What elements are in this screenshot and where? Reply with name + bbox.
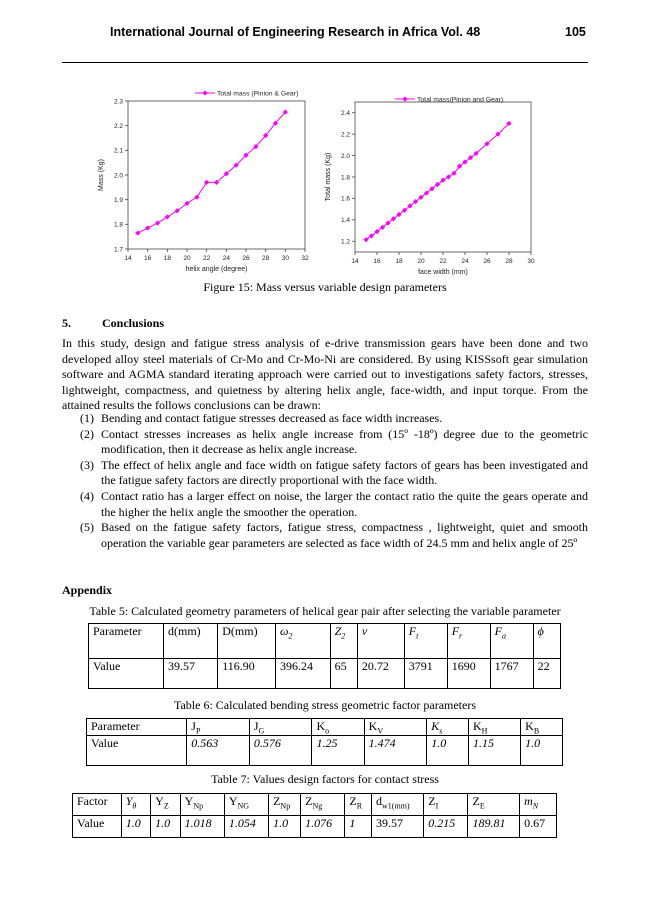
section-heading — [62, 316, 164, 331]
table-cell: 1.0 — [151, 816, 180, 838]
table-cell: 20.72 — [357, 659, 404, 689]
table-cell: 22 — [533, 659, 560, 689]
item-text: Based on the fatigue safety factors, fatigue stress, compactness , lightweight, quiet and smooth operation the variable gear parameters are selected as face width of 24.5 mm and helix angle of 25º — [101, 520, 588, 550]
data-point — [135, 230, 140, 235]
y-tick-label: 2.2 — [340, 131, 350, 139]
table-cell: 65 — [330, 659, 357, 689]
x-tick-label: 28 — [262, 255, 270, 262]
table-cell: 1.15 — [469, 736, 521, 766]
figure-caption: Figure 15: Mass versus variable design parameters — [203, 280, 447, 294]
chart-mass-vs-helix-angle — [100, 84, 325, 276]
x-tick-label: 22 — [439, 258, 447, 265]
table-header: D(mm) — [218, 624, 276, 659]
table7 — [72, 793, 557, 838]
item-text: The effect of helix angle and face width on fatigue safety factors of gears has been investigated and the fatigue safety factors are directly proportional with the face width. — [101, 457, 588, 488]
table-header: Factor — [73, 794, 122, 816]
data-point — [145, 225, 150, 230]
table-row — [89, 659, 561, 689]
x-tick-label: 24 — [222, 255, 230, 262]
journal-title: International Journal of Engineering Research in Africa Vol. 48 — [110, 25, 481, 39]
x-tick-label: 32 — [301, 255, 309, 262]
y-axis-label: Mass (Kg) — [98, 159, 105, 191]
table-header: $K_B$ — [521, 719, 563, 736]
table-header: d(mm) — [164, 624, 218, 659]
x-tick-label: 24 — [461, 258, 469, 265]
table-cell: 116.90 — [218, 659, 276, 689]
x-axis-label: helix angle (degree) — [185, 266, 248, 273]
x-tick-label: 22 — [203, 255, 211, 262]
appendix-heading: Appendix — [62, 583, 113, 597]
table-header: $d_{w1(mm)}$ — [372, 794, 424, 816]
x-tick-label: 18 — [395, 258, 403, 265]
y-tick-label: 1.4 — [340, 217, 350, 225]
legend-marker — [402, 96, 407, 101]
item-number: (5) — [80, 520, 94, 535]
chart-mass-vs-face-width — [325, 90, 543, 276]
table-header: v — [357, 624, 404, 659]
list-item — [80, 458, 588, 489]
table-header: Parameter — [89, 624, 164, 659]
table-header: $J_G$ — [249, 719, 312, 736]
page-number: 105 — [565, 25, 586, 39]
table-header: $\omega_2$ — [275, 624, 330, 659]
table-header: Parameter — [87, 719, 187, 736]
table-header: $Y_\theta$ — [121, 794, 150, 816]
item-text: Contact stresses increases as helix angle increase from (15º -18º) degree due to the geometric modification, then it decrease as helix angle increase. — [101, 426, 588, 457]
item-text: Contact ratio has a larger effect on noise, the larger the contact ratio the quite the gears operate and the higher the helix angle the smoother the operation. — [101, 488, 588, 519]
table-cell: 39.57 — [164, 659, 218, 689]
x-tick-label: 26 — [242, 255, 250, 262]
x-tick-label: 16 — [144, 255, 152, 262]
table-header: $m_N$ — [520, 794, 557, 816]
table-header: $F_r$ — [447, 624, 490, 659]
table-cell: 1767 — [490, 659, 533, 689]
x-tick-label: 18 — [163, 255, 171, 262]
table-cell: 3791 — [404, 659, 447, 689]
table-cell: 1.0 — [269, 816, 301, 838]
table-header: $K_o$ — [312, 719, 364, 736]
x-tick-label: 26 — [483, 258, 491, 265]
table-header: $Y_{Np}$ — [180, 794, 224, 816]
conclusions-paragraph: In this study, design and fatigue stress analysis of e-drive transmission gears have been done and two developed alloy steel materials of Cr-Mo and Cr-Mo-Ni are considered. By using KISSsoft gear simulation software and AGMA standard iterating approach were carried out to investigations safety factors, stresses, lightweight, compactness, and quietness by altering helix angle, face-width, and input torque. From the attained results the follows conclusions can be drawn: — [62, 336, 588, 413]
x-tick-label: 16 — [373, 258, 381, 265]
list-item — [80, 520, 588, 551]
table-cell: 1.054 — [224, 816, 268, 838]
y-tick-label: 1.9 — [113, 196, 123, 204]
x-tick-label: 20 — [183, 255, 191, 262]
y-tick-label: 2.2 — [113, 122, 123, 130]
table-header: $Z_{Np}$ — [269, 794, 301, 816]
table-cell: 1.25 — [312, 736, 364, 766]
x-tick-label: 30 — [281, 255, 289, 262]
table-cell: Value — [87, 736, 187, 766]
series-line — [138, 112, 285, 233]
y-tick-label: 1.8 — [113, 221, 123, 229]
table-header: $K_s$ — [427, 719, 469, 736]
table-row — [87, 736, 563, 766]
table-header: $Y_{NG}$ — [224, 794, 268, 816]
table5-caption: Table 5: Calculated geometry parameters of helical gear pair after selecting the variable parameter — [89, 604, 561, 618]
item-number: (3) — [80, 457, 94, 472]
table-header: $K_H$ — [469, 719, 521, 736]
y-tick-label: 2.3 — [113, 98, 123, 106]
x-tick-label: 14 — [351, 258, 359, 265]
table-cell: Value — [89, 659, 164, 689]
table6 — [86, 718, 563, 766]
table-header: $Z_I$ — [424, 794, 468, 816]
y-tick-label: 1.8 — [340, 174, 350, 182]
list-item — [80, 427, 588, 458]
conclusions-list — [80, 411, 588, 551]
table-header: $Z_E$ — [468, 794, 520, 816]
legend-label: Total mass (Pinion & Gear) — [217, 90, 299, 98]
table-header: $Z_2$ — [330, 624, 357, 659]
x-tick-label: 20 — [417, 258, 425, 265]
y-tick-label: 2.0 — [340, 152, 350, 160]
x-tick-label: 14 — [124, 255, 132, 262]
item-text: Bending and contact fatigue stresses decreased as face width increases. — [101, 411, 443, 425]
table6-caption: Table 6: Calculated bending stress geometric factor parameters — [173, 698, 477, 712]
table-cell: 0.563 — [187, 736, 250, 766]
x-tick-label: 28 — [505, 258, 513, 265]
table-row — [73, 816, 557, 838]
item-number: (1) — [80, 411, 94, 425]
table-header: $Z_R$ — [345, 794, 372, 816]
table-cell: 39.57 — [372, 816, 424, 838]
table-header: $J_P$ — [187, 719, 250, 736]
table-cell: 1690 — [447, 659, 490, 689]
table-cell: 1.0 — [427, 736, 469, 766]
list-item — [80, 489, 588, 520]
table-cell: 1.076 — [301, 816, 345, 838]
data-point — [204, 180, 209, 185]
item-number: (4) — [80, 488, 94, 503]
table-header: $K_V$ — [364, 719, 427, 736]
table-header: $Y_Z$ — [151, 794, 180, 816]
table-cell: 1.0 — [121, 816, 150, 838]
item-number: (2) — [80, 426, 94, 441]
y-tick-label: 1.2 — [340, 238, 350, 246]
table-header: $F_a$ — [490, 624, 533, 659]
table-cell: 0.576 — [249, 736, 312, 766]
running-header — [0, 22, 650, 42]
legend-marker — [202, 90, 207, 95]
section-number: 5. — [62, 316, 71, 330]
legend-label: Total mass(Pinion and Gear) — [417, 96, 504, 104]
table-cell: 1.018 — [180, 816, 224, 838]
table-cell: 0.215 — [424, 816, 468, 838]
table-header: $Z_{Ng}$ — [301, 794, 345, 816]
y-tick-label: 1.6 — [340, 195, 350, 203]
table5 — [88, 623, 561, 689]
y-tick-label: 2.1 — [113, 147, 123, 155]
data-point — [165, 214, 170, 219]
y-axis-label: Total mass (Kg) — [325, 152, 332, 202]
table-cell: 1.0 — [521, 736, 563, 766]
y-tick-label: 2.0 — [113, 172, 123, 180]
header-rule — [62, 62, 588, 63]
list-item — [80, 411, 588, 427]
table-cell: 396.24 — [275, 659, 330, 689]
y-tick-label: 1.7 — [113, 246, 123, 254]
section-title: Conclusions — [102, 316, 165, 330]
y-tick-label: 2.4 — [340, 110, 350, 118]
table-header: $F_t$ — [404, 624, 447, 659]
table-cell: 1.474 — [364, 736, 427, 766]
data-point — [194, 195, 199, 200]
data-point — [155, 221, 160, 226]
plot-frame — [128, 101, 305, 249]
table7-caption: Table 7: Values design factors for contact stress — [211, 772, 439, 786]
table-cell: Value — [73, 816, 122, 838]
table-cell: 1 — [345, 816, 372, 838]
x-axis-label: face width (mm) — [418, 269, 468, 276]
table-header: ϕ — [533, 624, 560, 659]
table-cell: 0.67 — [520, 816, 557, 838]
plot-frame — [355, 102, 531, 252]
x-tick-label: 30 — [527, 258, 535, 265]
table-cell: 189.81 — [468, 816, 520, 838]
